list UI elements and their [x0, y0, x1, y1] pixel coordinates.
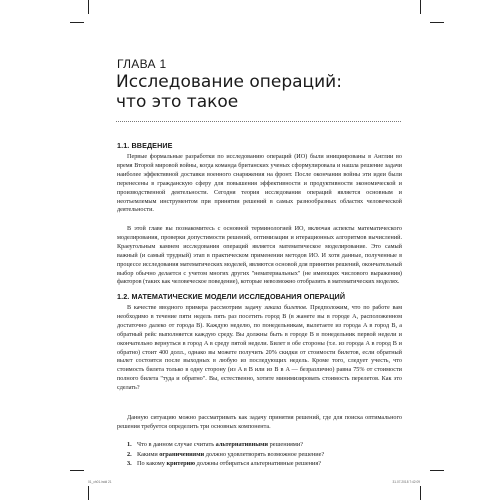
- crop-mark: [88, 0, 89, 14]
- chapter-title: [116, 72, 416, 112]
- paragraph: [117, 304, 402, 393]
- paragraph: Первые формальные разработки по исследованию операций (ИО) были инициированы в Англии во время Второй мировой войны, когда команда британских ученых сформулировала и нашла решение задачи наиболее эффективной доставки военного снаряжения на фронт. После окончания войны эти идеи были перенесены в гражданскую сферу для повышения эффективности и продуктивности экономической и производственной деятельности. Сегодня теория исследования операций является основным и неотъемлемым инструментом при принятии решений в самых разнообразных областях человеческой деятельности.: [117, 153, 402, 214]
- list-bold-term: альтернативными: [215, 441, 269, 448]
- list-item: [127, 459, 407, 469]
- file-slug: 01_ch01.indd 21: [88, 480, 112, 484]
- list-text: должно удовлетворять возможное решение?: [204, 450, 325, 458]
- list-item: [127, 440, 407, 450]
- crop-mark: [70, 470, 84, 471]
- crop-mark: [70, 22, 84, 23]
- paragraph: Данную ситуацию можно рассматривать как задачу принятия решений, где для поиска оптимального решения требуется определить три основных компонента.: [117, 414, 402, 430]
- section-heading-models: 1.2. МАТЕМАТИЧЕСКИЕ МОДЕЛИ ИССЛЕДОВАНИЯ ОПЕРАЦИЙ: [117, 292, 346, 301]
- list-item: [127, 450, 407, 460]
- list-text: По какому: [137, 460, 167, 468]
- list-bold-term: ограничениями: [159, 450, 205, 458]
- paragraph: В этой главе вы познакомитесь с основной терминологией ИО, включая аспекты математического моделирования, проверки допустимости решений, оптимизации и итерационных алгоритмов вычислений. Краеугольным камнем исследования операций является математическое моделирование. Это самый важный (и самый трудный) этап в практическом применении методов ИО. И хотя данные, полученные в процессе исследования математических моделей, являются основой для принятия решений, окончательный выбор обычно делается с учетом многих других "нематериальных" (не имеющих числового выражения) факторов (таких как человеческое поведение), которые невозможно отобразить в математических моделях.: [117, 225, 402, 286]
- crop-mark: [430, 470, 444, 471]
- emphasized-text: заказа билетов: [264, 304, 306, 311]
- print-footer: [88, 480, 420, 488]
- chapter-title-line-1: Исследование операций:: [116, 72, 342, 92]
- list-text: Что в данном случае считать: [137, 441, 216, 448]
- list-number: 3.: [127, 460, 132, 468]
- list-bold-term: критерию: [166, 460, 196, 468]
- list-text: решениями?: [268, 441, 304, 448]
- section-heading-introduction: 1.1. ВВЕДЕНИЕ: [117, 141, 173, 150]
- paragraph-text: . Предположим, что по работе вам необходимо в течение пяти недель пять раз посетить город B (в жанете вы в городе A, расположенном достаточно далеко от города B). Каждую неделю, по понедельникам, вылетаете из города A в город B, а обратный рейс выполняется каждую среду. Вы должны быть в городе B в понедельник первой недели и окончательно вернуться в город A в среду пятой недели. Билет в обе стороны (т.е. из города A в город B и обратно) стоит 400 долл., однако вы можете получить 20% скидки от стоимости билетов, если обратный вылет состоится после выходных в любую из последующих недель. Кроме того, следует учесть, что стоимость билета только в одну сторону (из A в B или из B в A — безразлично) равна 75% от стоимости полного билета "туда и обратно". Вы, естественно, хотите минимизировать стоимость перелетов. Как это сделать?: [117, 304, 402, 392]
- crop-mark: [88, 486, 89, 500]
- chapter-title-line-2: что это такое: [116, 92, 239, 112]
- chapter-label: ГЛАВА 1: [117, 57, 167, 71]
- crop-mark: [420, 0, 421, 14]
- title-divider: [116, 121, 401, 122]
- question-list: [127, 440, 407, 469]
- paragraph-text: В качестве вводного примера рассмотрим задачу: [127, 304, 265, 311]
- list-number: 2.: [127, 450, 132, 458]
- crop-mark: [430, 22, 444, 23]
- crop-mark: [420, 486, 421, 500]
- list-text: должны отбираться альтернативные решения?: [195, 460, 322, 468]
- list-text: Какими: [137, 450, 160, 458]
- list-number: 1.: [127, 441, 132, 448]
- print-timestamp: 31.07.2018 7:42:09: [392, 480, 420, 484]
